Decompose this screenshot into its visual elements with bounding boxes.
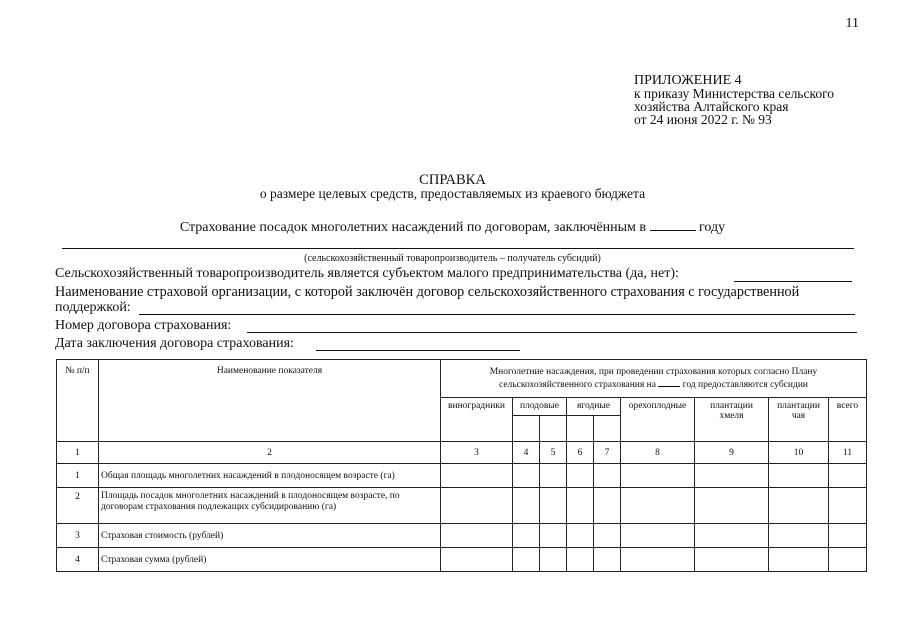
insurance-line-year: году xyxy=(699,220,726,235)
header-tea xyxy=(769,398,829,442)
row-label: Общая площадь многолетних насаждений в плодоносящем возрасте (га) xyxy=(99,464,441,488)
data-cell[interactable] xyxy=(769,548,829,572)
header-total: всего xyxy=(829,398,867,442)
column-number: 3 xyxy=(441,442,513,464)
table-row xyxy=(57,524,867,548)
data-cell[interactable] xyxy=(769,524,829,548)
data-cell[interactable] xyxy=(621,464,695,488)
row-label: Страховая стоимость (рублей) xyxy=(99,524,441,548)
contract-number-field xyxy=(55,318,231,334)
insurer-blank[interactable] xyxy=(139,314,855,315)
table-row xyxy=(57,464,867,488)
table-row xyxy=(57,488,867,524)
data-cell[interactable] xyxy=(540,524,567,548)
appendix-line-2: хозяйства Алтайского края xyxy=(634,99,789,114)
column-number: 8 xyxy=(621,442,695,464)
row-num: 4 xyxy=(57,548,99,572)
contract-number-label: Номер договора страхования: xyxy=(55,318,232,333)
row-label: Площадь посадок многолетних насаждений в плодоносящем возрасте, по договорам страхования подлежащих субсидированию (га) xyxy=(99,488,441,524)
data-cell[interactable] xyxy=(513,524,540,548)
header-tea-line-1: плантации xyxy=(777,401,820,411)
data-cell[interactable] xyxy=(829,548,867,572)
data-cell[interactable] xyxy=(695,488,769,524)
column-number: 10 xyxy=(769,442,829,464)
data-cell[interactable] xyxy=(621,488,695,524)
column-number: 2 xyxy=(99,442,441,464)
contract-number-blank[interactable] xyxy=(247,332,857,333)
header-num: № п/п xyxy=(57,360,99,442)
appendix-line-1: к приказу Министерства сельского xyxy=(634,86,835,101)
header-group-line-2 xyxy=(443,377,864,390)
contract-date-blank[interactable] xyxy=(316,350,520,351)
header-vineyards: виноградники xyxy=(441,398,513,442)
data-cell[interactable] xyxy=(540,464,567,488)
table-row xyxy=(57,548,867,572)
data-cell[interactable] xyxy=(441,548,513,572)
data-cell[interactable] xyxy=(540,548,567,572)
data-cell[interactable] xyxy=(769,464,829,488)
column-number: 5 xyxy=(540,442,567,464)
insurer-field-line-2 xyxy=(55,300,131,316)
data-cell[interactable] xyxy=(513,488,540,524)
page-number: 11 xyxy=(845,16,859,31)
small-business-blank[interactable] xyxy=(734,281,852,282)
data-cell[interactable] xyxy=(594,524,621,548)
data-cell[interactable] xyxy=(695,464,769,488)
data-cell[interactable] xyxy=(567,488,594,524)
column-number: 1 xyxy=(57,442,99,464)
header-nut: орехоплодные xyxy=(621,398,695,442)
header-hop xyxy=(695,398,769,442)
subsidy-table xyxy=(56,359,867,572)
data-cell[interactable] xyxy=(441,488,513,524)
recipient-caption: (сельскохозяйственный товаропроизводитель – получатель субсидий) xyxy=(304,253,601,264)
appendix-block xyxy=(634,74,834,126)
header-plantings-group xyxy=(441,360,867,398)
header-fruit-sub-2 xyxy=(540,416,567,442)
insurance-line xyxy=(0,218,905,236)
data-cell[interactable] xyxy=(567,464,594,488)
column-number: 4 xyxy=(513,442,540,464)
column-number-row xyxy=(57,442,867,464)
appendix-line-3: от 24 июня 2022 г. № 93 xyxy=(634,112,772,127)
data-cell[interactable] xyxy=(594,464,621,488)
data-cell[interactable] xyxy=(513,548,540,572)
header-hop-line-1: плантации xyxy=(710,401,753,411)
column-number: 7 xyxy=(594,442,621,464)
column-number: 9 xyxy=(695,442,769,464)
row-label: Страховая сумма (рублей) xyxy=(99,548,441,572)
data-cell[interactable] xyxy=(540,488,567,524)
data-cell[interactable] xyxy=(567,524,594,548)
header-berry-sub-2 xyxy=(594,416,621,442)
column-number: 6 xyxy=(567,442,594,464)
data-cell[interactable] xyxy=(441,524,513,548)
row-num: 2 xyxy=(57,488,99,524)
small-business-label: Сельскохозяйственный товаропроизводитель является субъектом малого предпринимательства (да, нет): xyxy=(55,266,679,281)
data-cell[interactable] xyxy=(829,464,867,488)
data-cell[interactable] xyxy=(829,488,867,524)
year-blank[interactable] xyxy=(650,218,696,231)
header-fruit-sub-1 xyxy=(513,416,540,442)
insurance-line-text: Страхование посадок многолетних насаждений по договорам, заключённым в xyxy=(179,220,647,235)
header-indicator: Наименование показателя xyxy=(99,360,441,442)
data-cell[interactable] xyxy=(441,464,513,488)
appendix-title: ПРИЛОЖЕНИЕ 4 xyxy=(634,73,742,88)
contract-date-field xyxy=(55,336,294,352)
header-berry-sub-1 xyxy=(567,416,594,442)
insurer-label-1: Наименование страховой организации, с которой заключён договор сельскохозяйственного страхования с государственной xyxy=(55,284,800,300)
data-cell[interactable] xyxy=(769,488,829,524)
header-group-line-2-tail: год предоставляются субсидии xyxy=(682,380,808,390)
header-fruit: плодовые xyxy=(513,398,567,416)
data-cell[interactable] xyxy=(513,464,540,488)
data-cell[interactable] xyxy=(621,524,695,548)
data-cell[interactable] xyxy=(594,488,621,524)
group-year-blank[interactable] xyxy=(658,377,680,387)
header-tea-line-2: чая xyxy=(791,411,806,421)
data-cell[interactable] xyxy=(829,524,867,548)
small-business-field xyxy=(55,266,679,282)
insurer-label-2: поддержкой: xyxy=(55,300,131,315)
recipient-blank-line[interactable] xyxy=(62,248,854,249)
data-cell[interactable] xyxy=(695,524,769,548)
column-number: 11 xyxy=(829,442,867,464)
insurer-field-line-1 xyxy=(55,284,799,301)
header-group-line-1: Многолетние насаждения, при проведении страхования которых согласно Плану xyxy=(489,367,818,377)
data-cell[interactable] xyxy=(695,548,769,572)
header-group-line-2-text: сельскохозяйственного страхования на xyxy=(498,380,656,390)
contract-date-label: Дата заключения договора страхования: xyxy=(55,336,294,351)
data-cell[interactable] xyxy=(567,548,594,572)
document-subtitle: о размере целевых средств, предоставляемых из краевого бюджета xyxy=(259,186,646,201)
document-title: СПРАВКА xyxy=(419,172,486,188)
data-cell[interactable] xyxy=(621,548,695,572)
header-berry: ягодные xyxy=(567,398,621,416)
data-cell[interactable] xyxy=(594,548,621,572)
header-hop-line-2: хмеля xyxy=(719,411,744,421)
row-num: 1 xyxy=(57,464,99,488)
row-num: 3 xyxy=(57,524,99,548)
